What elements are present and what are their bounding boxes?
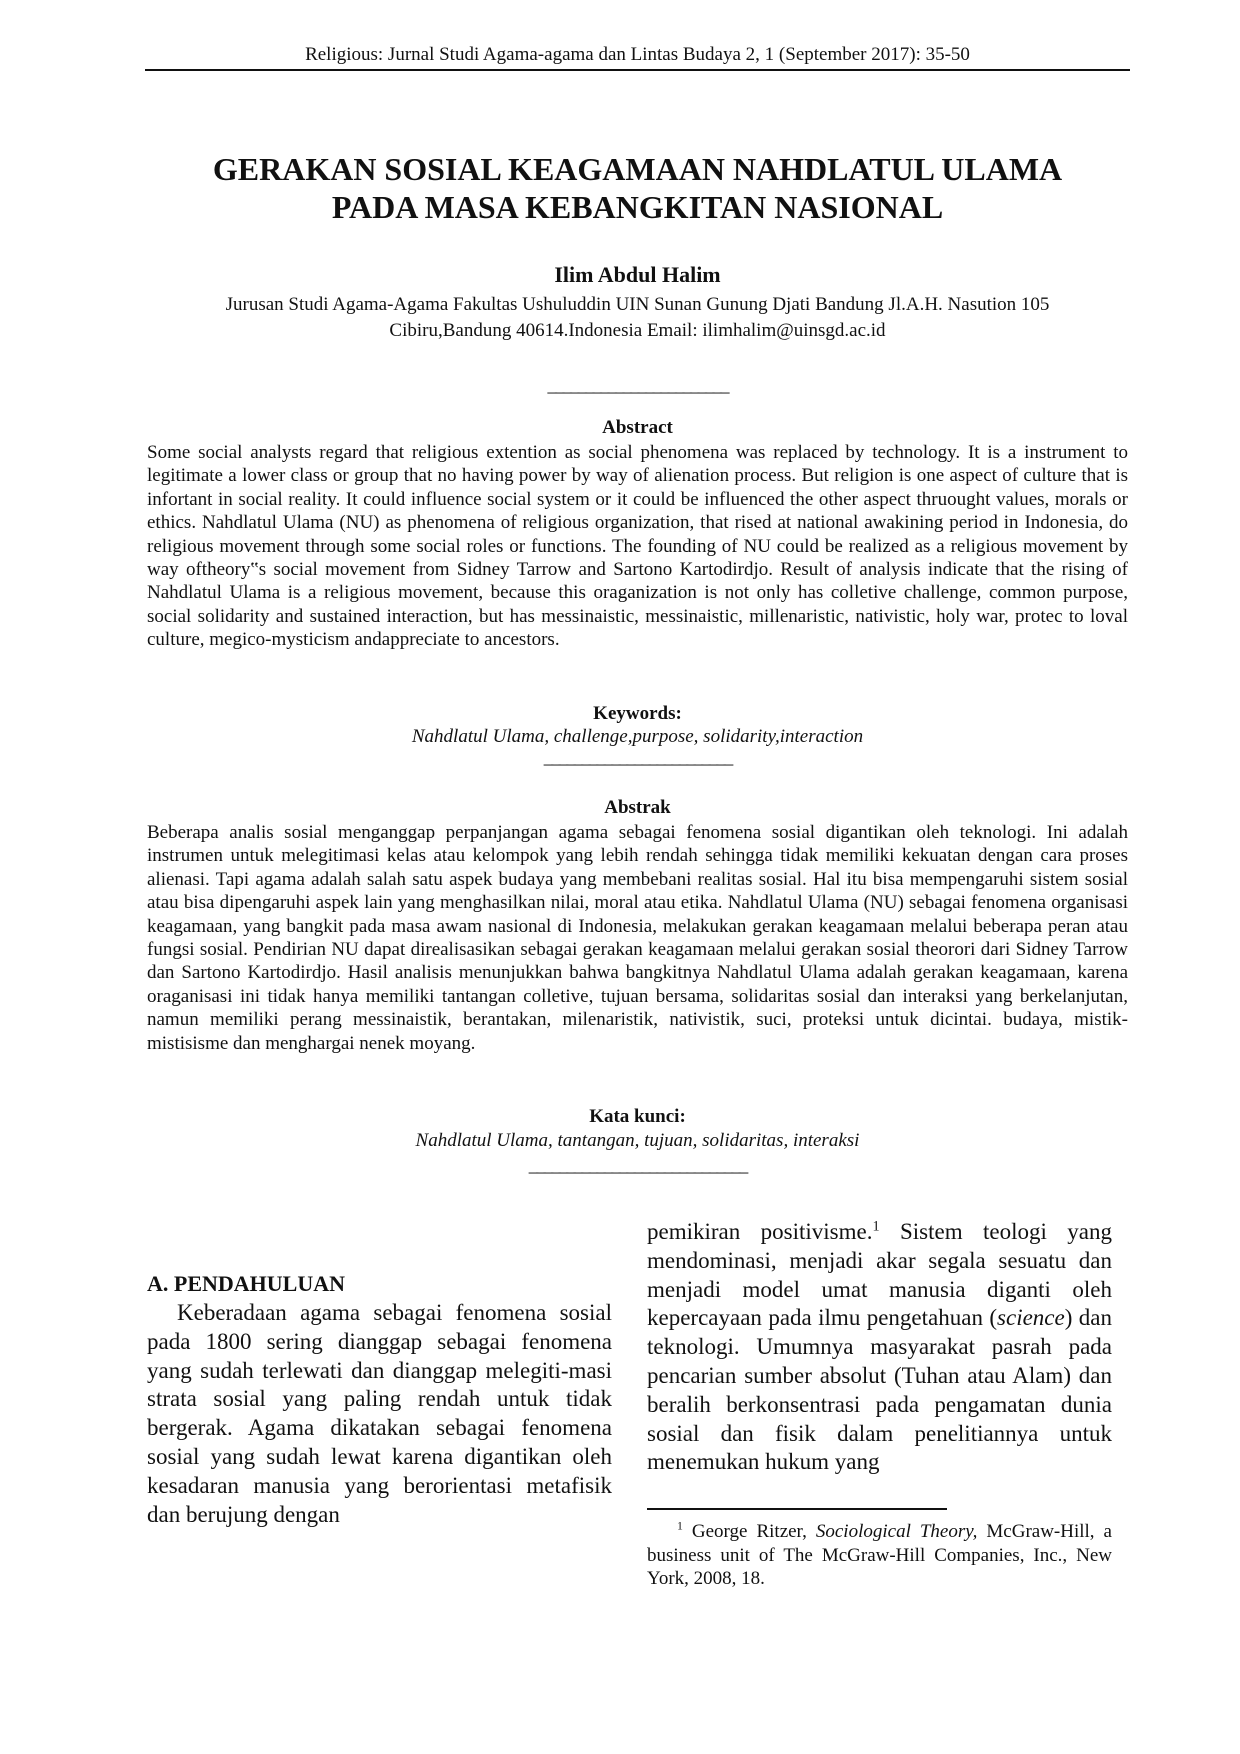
- keywords-heading: Keywords:: [593, 703, 682, 724]
- footnote-rule: [647, 1508, 947, 1510]
- abstrak-text: Beberapa analis sosial menganggap perpanjangan agama sebagai fenomena sosial digantikan oleh teknologi. Ini adalah instrumen untuk melegitimasi kelas atau kelompok yang lebih rendah sehingga tidak memiliki kekuatan dengan cara proses alienasi. Tapi agama adalah salah satu aspek budaya yang membebani realitas sosial. Hal itu bisa mempengaruhi sistem sosial atau bisa dipengaruhi aspek lain yang menghasilkan nilai, moral atau etika. Nahdlatul Ulama (NU) sebagai fenomena organisasi keagamaan, yang bangkit pada masa awam nasional di Indonesia, melakukan gerakan keagamaan melalui beberapa peran atau fungsi sosial. Pendirian NU dapat direalisasikan sebagai gerakan keagamaan melalui gerakan sosial theorori dari Sidney Tarrow dan Sartono Kartodirdjo. Hasil analisis menunjukkan bahwa bangkitnya Nahdlatul Ulama adalah gerakan keagamaan, karena oraganisasi ini tidak hanya memiliki tantangan colletive, tujuan bersama, solidaritas sosial dan interaksi yang berkelanjutan, namun memiliki perang messinaistik, berantakan, milenaristik, nativistik, suci, proteksi untuk dicintai. budaya, mistik-mistisisme dan menghargai nenek moyang.: [147, 822, 1128, 1054]
- footnote: [647, 1520, 1112, 1591]
- title-line-2: PADA MASA KEBANGKITAN NASIONAL: [331, 189, 944, 225]
- footnote-details: McGraw-Hill, a business unit of The McGraw-Hill Companies, Inc., New York, 2008, 18.: [647, 1521, 1112, 1589]
- kata-kunci-heading: Kata kunci:: [589, 1106, 686, 1127]
- left-column: [147, 1270, 612, 1529]
- separator-line: _____________________________: [528, 1155, 747, 1176]
- affiliation-line-1: Jurusan Studi Agama-Agama Fakultas Ushuluddin UIN Sunan Gunung Djati Bandung Jl.A.H. Nasution 105: [225, 294, 1050, 315]
- footnote-number: 1: [677, 1519, 683, 1533]
- abstrak-heading: Abstrak: [604, 797, 671, 818]
- right-column: [647, 1218, 1112, 1477]
- paragraph-text: Sistem teologi yang mendominasi, menjadi akar segala sesuatu dan menjadi model umat manusia diganti oleh kepercayaan pada ilmu pengetahuan (: [647, 1219, 1112, 1331]
- footnote-book-title: Sociological Theory,: [815, 1521, 978, 1542]
- section-heading: A. PENDAHULUAN: [147, 1271, 345, 1296]
- running-header: Religious: Jurnal Studi Agama-agama dan Lintas Budaya 2, 1 (September 2017): 35-50: [305, 44, 970, 65]
- title-line-1: GERAKAN SOSIAL KEAGAMAAN NAHDLATUL ULAMA: [212, 151, 1063, 187]
- kata-kunci-text: Nahdlatul Ulama, tantangan, tujuan, solidaritas, interaksi: [415, 1130, 860, 1151]
- keywords-text: Nahdlatul Ulama, challenge,purpose, solidarity,interaction: [411, 726, 864, 747]
- paragraph-text: pemikiran positivisme.: [647, 1219, 873, 1244]
- affiliation-line-2: Cibiru,Bandung 40614.Indonesia Email: ilimhalim@uinsgd.ac.id: [389, 320, 886, 341]
- abstract-heading: Abstract: [602, 417, 673, 438]
- header-rule: [145, 69, 1130, 71]
- paragraph-text: ) dan teknologi. Umumnya masyarakat pasrah pada pencarian sumber absolut (Tuhan atau Alam) dan beralih berkonsentrasi pada pengamatan dunia sosial dan fisik dalam penelitiannya untuk menemukan hukum yang: [647, 1305, 1112, 1475]
- author-affiliation: [175, 292, 1100, 344]
- footnote-author: George Ritzer,: [682, 1521, 816, 1542]
- right-column-paragraph: [647, 1218, 1112, 1477]
- italic-term: science: [997, 1305, 1065, 1331]
- separator-line: _________________________: [543, 747, 732, 768]
- footnote-reference: 1: [872, 1218, 880, 1235]
- article-title: [145, 150, 1130, 226]
- abstract-text: Some social analysts regard that religious extention as social phenomena was replaced by technology. It is a instrument to legitimate a lower class or group that no having power by way of alienation process. But religion is one aspect of culture that is infortant in social reality. It could influence social system or it could be influenced the other aspect thruought values, morals or ethics. Nahdlatul Ulama (NU) as phenomena of religious organization, that rised at national awakining period in Indonesia, do religious movement through some social roles or functions. The founding of NU could be realized as a religious movement by way oftheory‟s social movement from Sidney Tarrow and Sartono Kartodirdjo. Result of analysis indicate that the rising of Nahdlatul Ulama is a religious movement, because this oraganization is not only has colletive challenge, common purpose, social solidarity and sustained interaction, but has messinaistic, messinaistic, millenaristic, nativistic, holy war, protec to loval culture, megico-mysticism andappreciate to ancestors.: [147, 442, 1128, 651]
- separator-line: ________________________: [547, 375, 728, 396]
- author-name: Ilim Abdul Halim: [554, 262, 721, 287]
- left-column-paragraph: Keberadaan agama sebagai fenomena sosial pada 1800 sering dianggap sebagai fenomena yang sudah terlewati dan dianggap melegiti-masi strata sosial yang paling rendah untuk tidak bergerak. Agama dikatakan sebagai fenomena sosial yang sudah lewat karena digantikan oleh kesadaran manusia yang berorientasi metafisik dan berujung dengan: [147, 1300, 612, 1527]
